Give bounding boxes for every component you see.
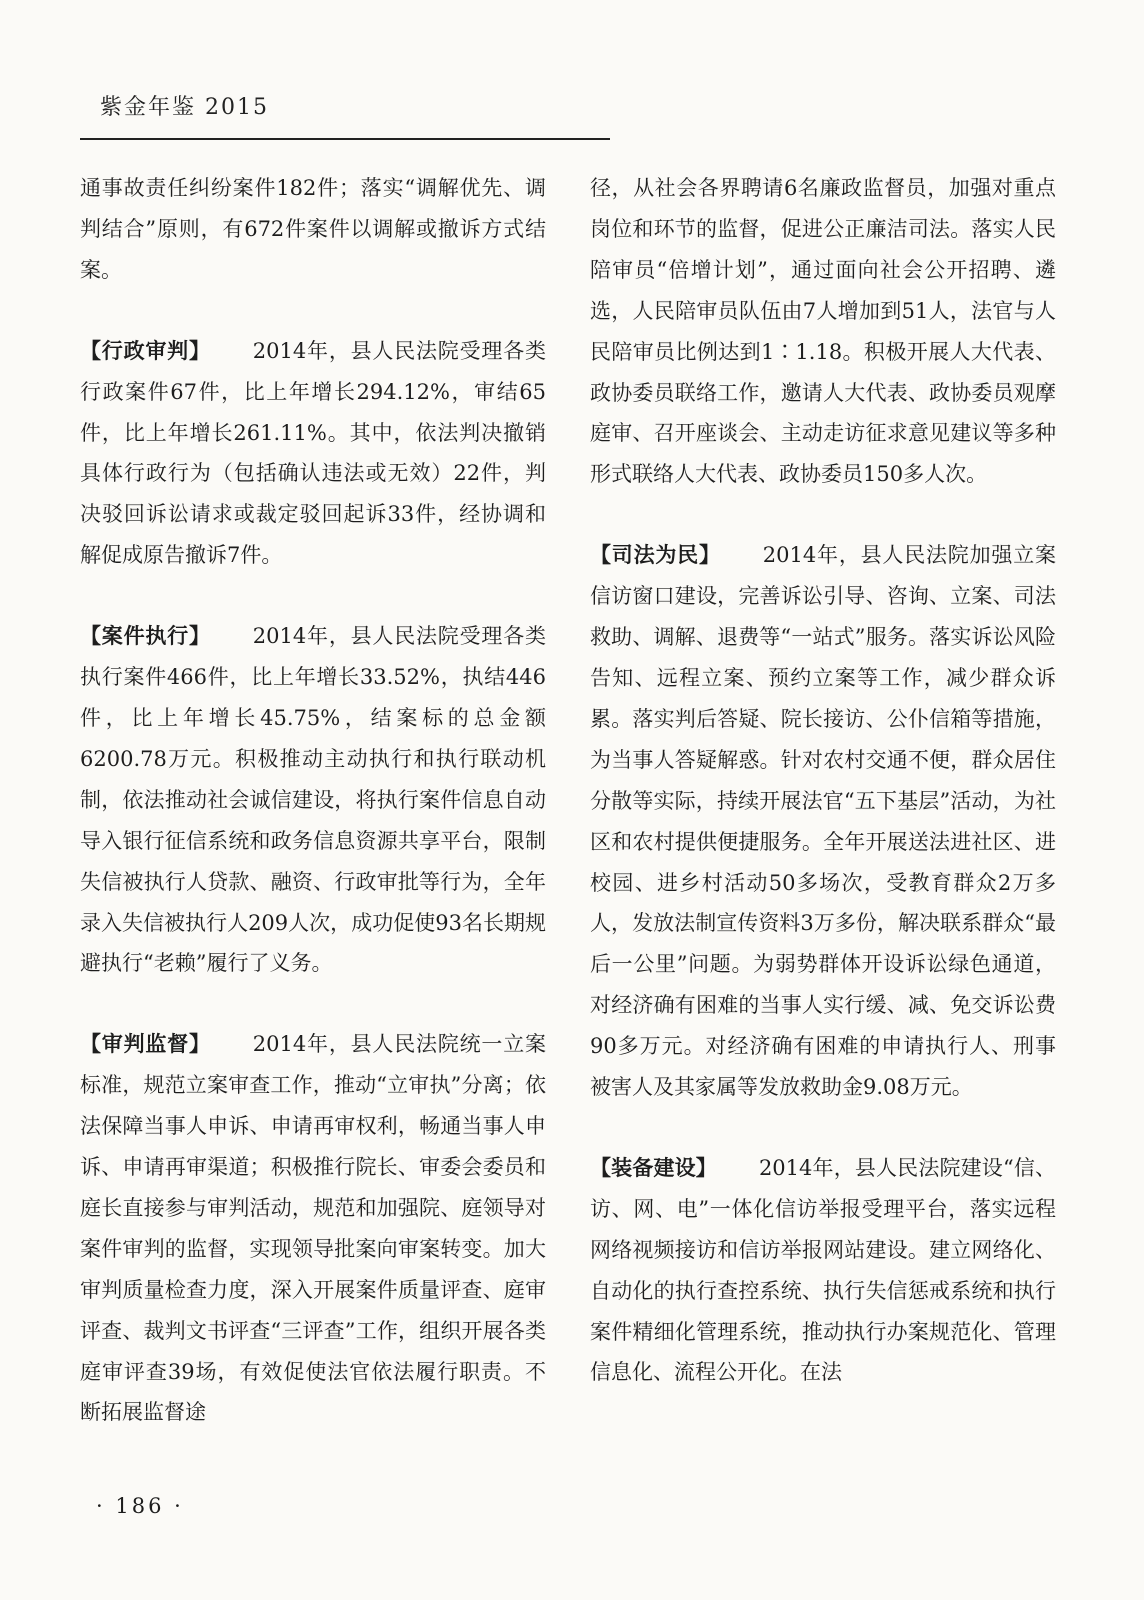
section-text: 2014年，县人民法院建设“信、访、网、电”一体化信访举报受理平台，落实远程网络视频接访和信访举报网站建设。建立网络化、自动化的执行查控系统、执行失信惩戒系统和执行案件精细化管理系统，推动执行办案规范化、管理信息化、流程公开化。在法 — [590, 1155, 1056, 1385]
section-paragraph — [590, 535, 1056, 1108]
section-paragraph — [80, 616, 546, 984]
section-text: 2014年，县人民法院统一立案标准，规范立案审查工作，推动“立审执”分离；依法保障当事人申诉、申请再审权利，畅通当事人申诉、申请再审渠道；积极推行院长、审委会委员和庭长直接参与审判活动，规范和加强院、庭领导对案件审判的监督，实现领导批案向审案转变。加大审判质量检查力度，深入开展案件质量评查、庭审评查、裁判文书评查“三评查”工作，组织开展各类庭审评查39场，有效促使法官依法履行职责。不断拓展监督途 — [80, 1032, 546, 1425]
paragraph-continuation — [80, 168, 546, 291]
running-title: 紫金年鉴 2015 — [100, 95, 269, 120]
section-text: 2014年，县人民法院受理各类执行案件466件，比上年增长33.52%，执结446件，比上年增长45.75%，结案标的总金额6200.78万元。积极推动主动执行和执行联动机制，依法推动社会诚信建设，将执行案件信息自动导入银行征信系统和政务信息资源共享平台，限制失信被执行人贷款、融资、行政审批等行为，全年录入失信被执行人209人次，成功促使93名长期规避执行“老赖”履行了义务。 — [80, 624, 546, 976]
section-heading: 【司法为民】 — [590, 543, 721, 568]
section-paragraph — [590, 1148, 1056, 1393]
page-number: · 186 · — [96, 1494, 184, 1518]
header-rule — [80, 138, 610, 140]
section-heading: 【装备建设】 — [590, 1155, 717, 1180]
section-heading: 【行政审判】 — [80, 338, 211, 363]
left-column — [80, 168, 546, 1433]
paragraph-text: 通事故责任纠纷案件182件；落实“调解优先、调判结合”原则，有672件案件以调解或撤诉方式结案。 — [80, 176, 546, 282]
section-paragraph — [80, 331, 546, 576]
section-text: 2014年，县人民法院加强立案信访窗口建设，完善诉讼引导、咨询、立案、司法救助、调解、退费等“一站式”服务。落实诉讼风险告知、远程立案、预约立案等工作，减少群众诉累。落实判后答疑、院长接访、公仆信箱等措施，为当事人答疑解惑。针对农村交通不便，群众居住分散等实际，持续开展法官“五下基层”活动，为社区和农村提供便捷服务。全年开展送法进社区、进校园、进乡村活动50多场次，受教育群众2万多人，发放法制宣传资料3万多份，解决联系群众“最后一公里”问题。为弱势群体开设诉讼绿色通道，对经济确有困难的当事人实行缓、减、免交诉讼费90多万元。对经济确有困难的申请执行人、刑事被害人及其家属等发放救助金9.08万元。 — [590, 543, 1056, 1100]
section-paragraph — [80, 1024, 546, 1433]
paragraph-continuation — [590, 168, 1056, 495]
paragraph-text: 径，从社会各界聘请6名廉政监督员，加强对重点岗位和环节的监督，促进公正廉洁司法。落实人民陪审员“倍增计划”，通过面向社会公开招聘、遴选，人民陪审员队伍由7人增加到51人，法官与人民陪审员比例达到1∶1.18。积极开展人大代表、政协委员联络工作，邀请人大代表、政协委员观摩庭审、召开座谈会、主动走访征求意见建议等多种形式联络人大代表、政协委员150多人次。 — [590, 176, 1056, 487]
section-heading: 【审判监督】 — [80, 1032, 211, 1057]
section-text: 2014年，县人民法院受理各类行政案件67件，比上年增长294.12%，审结65件，比上年增长261.11%。其中，依法判决撤销具体行政行为（包括确认违法或无效）22件，判决驳回诉讼请求或裁定驳回起诉33件，经协调和解促成原告撤诉7件。 — [80, 338, 546, 568]
section-heading: 【案件执行】 — [80, 624, 211, 649]
right-column — [590, 168, 1056, 1393]
